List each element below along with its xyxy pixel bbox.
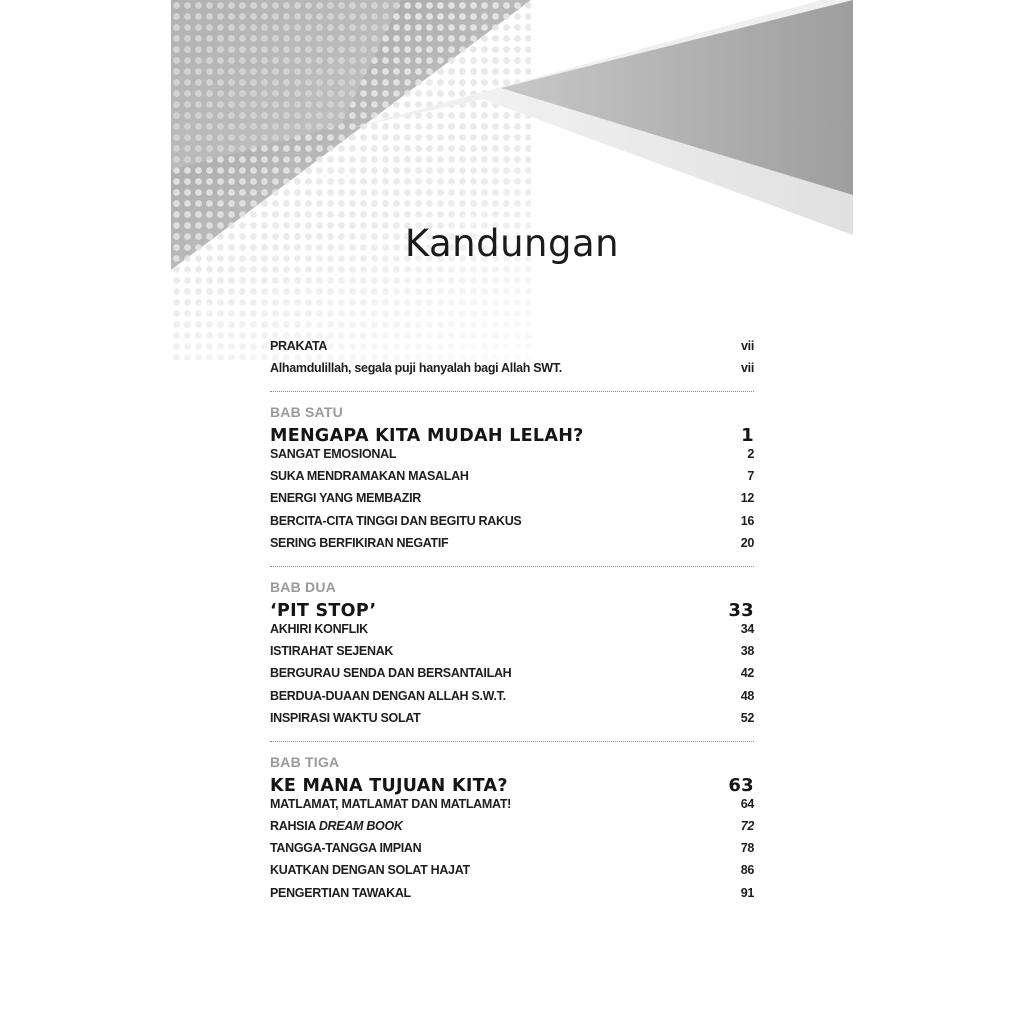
- entry-label: SANGAT EMOSIONAL: [270, 447, 397, 461]
- entry-label: KUATKAN DENGAN SOLAT HAJAT: [270, 863, 470, 878]
- entry-label-italic: DREAM BOOK: [318, 819, 403, 834]
- chapter-page: 1: [741, 425, 754, 446]
- toc-entry: [270, 712, 754, 734]
- chapter-title: KE MANA TUJUAN KITA?: [270, 775, 508, 796]
- entry-page: 7: [747, 469, 754, 484]
- dotted-divider: [270, 741, 754, 742]
- entry-page: 86: [740, 863, 754, 878]
- entry-page: 78: [740, 841, 754, 856]
- toc-entry: [270, 645, 754, 667]
- entry-label: BERDUA-DUAAN DENGAN ALLAH S.W.T.: [270, 688, 506, 703]
- toc-entry: [270, 690, 754, 712]
- entry-page: 42: [740, 666, 754, 681]
- entry-label: INSPIRASI WAKTU SOLAT: [270, 710, 421, 725]
- page-number: vii: [741, 339, 754, 353]
- entry-page: 2: [747, 447, 754, 461]
- chapter-heading: [270, 776, 754, 796]
- chapter-title: MENGAPA KITA MUDAH LELAH?: [270, 426, 584, 446]
- entry-label: MATLAMAT, MATLAMAT DAN MATLAMAT!: [270, 796, 512, 811]
- chapter-heading: [270, 601, 754, 621]
- table-of-contents: [270, 340, 754, 909]
- entry-page: 64: [740, 796, 754, 811]
- entry-page: 48: [740, 688, 754, 703]
- toc-entry: [270, 887, 754, 909]
- entry-page: 16: [740, 513, 754, 528]
- dotted-divider: [270, 566, 754, 567]
- entry-label: PENGERTIAN TAWAKAL: [270, 885, 411, 900]
- prakata-line: Alhamdulillah, segala puji hanyalah bagi Allah SWT.: [270, 361, 562, 375]
- chapter-page: 63: [728, 774, 754, 796]
- entry-page: 72: [740, 819, 754, 834]
- toc-entry: [270, 515, 754, 537]
- decorative-header-graphic: [171, 0, 853, 380]
- page-title: Kandungan: [404, 222, 620, 265]
- toc-entry: [270, 623, 754, 645]
- entry-label: ENERGI YANG MEMBAZIR: [270, 491, 421, 506]
- entry-label: SUKA MENDRAMAKAN MASALAH: [270, 469, 469, 484]
- chapter-title: ‘PIT STOP’: [270, 600, 377, 621]
- entry-label-prefix: RAHSIA: [270, 819, 319, 834]
- entry-label: BERCITA-CITA TINGGI DAN BEGITU RAKUS: [270, 513, 522, 528]
- entry-label: TANGGA-TANGGA IMPIAN: [270, 841, 422, 856]
- toc-entry: [270, 820, 754, 842]
- entry-label: SERING BERFIKIRAN NEGATIF: [270, 535, 449, 550]
- entry-page: 52: [740, 710, 754, 725]
- prakata-line-row: [270, 362, 754, 384]
- entry-page: 12: [740, 491, 754, 506]
- chapter-page: 33: [728, 599, 754, 621]
- entry-page: 34: [740, 621, 754, 636]
- toc-entry: [270, 842, 754, 864]
- book-page: [171, 0, 853, 1024]
- prakata-row: [270, 340, 754, 362]
- entry-page: 20: [740, 535, 754, 550]
- entry-label: AKHIRI KONFLIK: [270, 621, 368, 636]
- bab-label: BAB SATU: [270, 404, 343, 420]
- prakata-heading: PRAKATA: [270, 339, 328, 353]
- chapter-heading: [270, 426, 754, 446]
- dotted-divider: [270, 391, 754, 392]
- bab-label: BAB TIGA: [270, 753, 340, 770]
- entry-label: BERGURAU SENDA DAN BERSANTAILAH: [270, 666, 512, 681]
- page-number: vii: [741, 361, 754, 375]
- toc-entry: [270, 492, 754, 514]
- entry-label: [270, 820, 403, 833]
- entry-label: ISTIRAHAT SEJENAK: [270, 644, 394, 659]
- bab-label: BAB DUA: [270, 578, 336, 595]
- entry-page: 91: [740, 885, 754, 900]
- toc-entry: [270, 798, 754, 820]
- toc-entry: [270, 470, 754, 492]
- toc-entry: [270, 667, 754, 689]
- toc-entry: [270, 448, 754, 470]
- toc-entry: [270, 864, 754, 886]
- toc-entry: [270, 537, 754, 559]
- entry-page: 38: [740, 644, 754, 659]
